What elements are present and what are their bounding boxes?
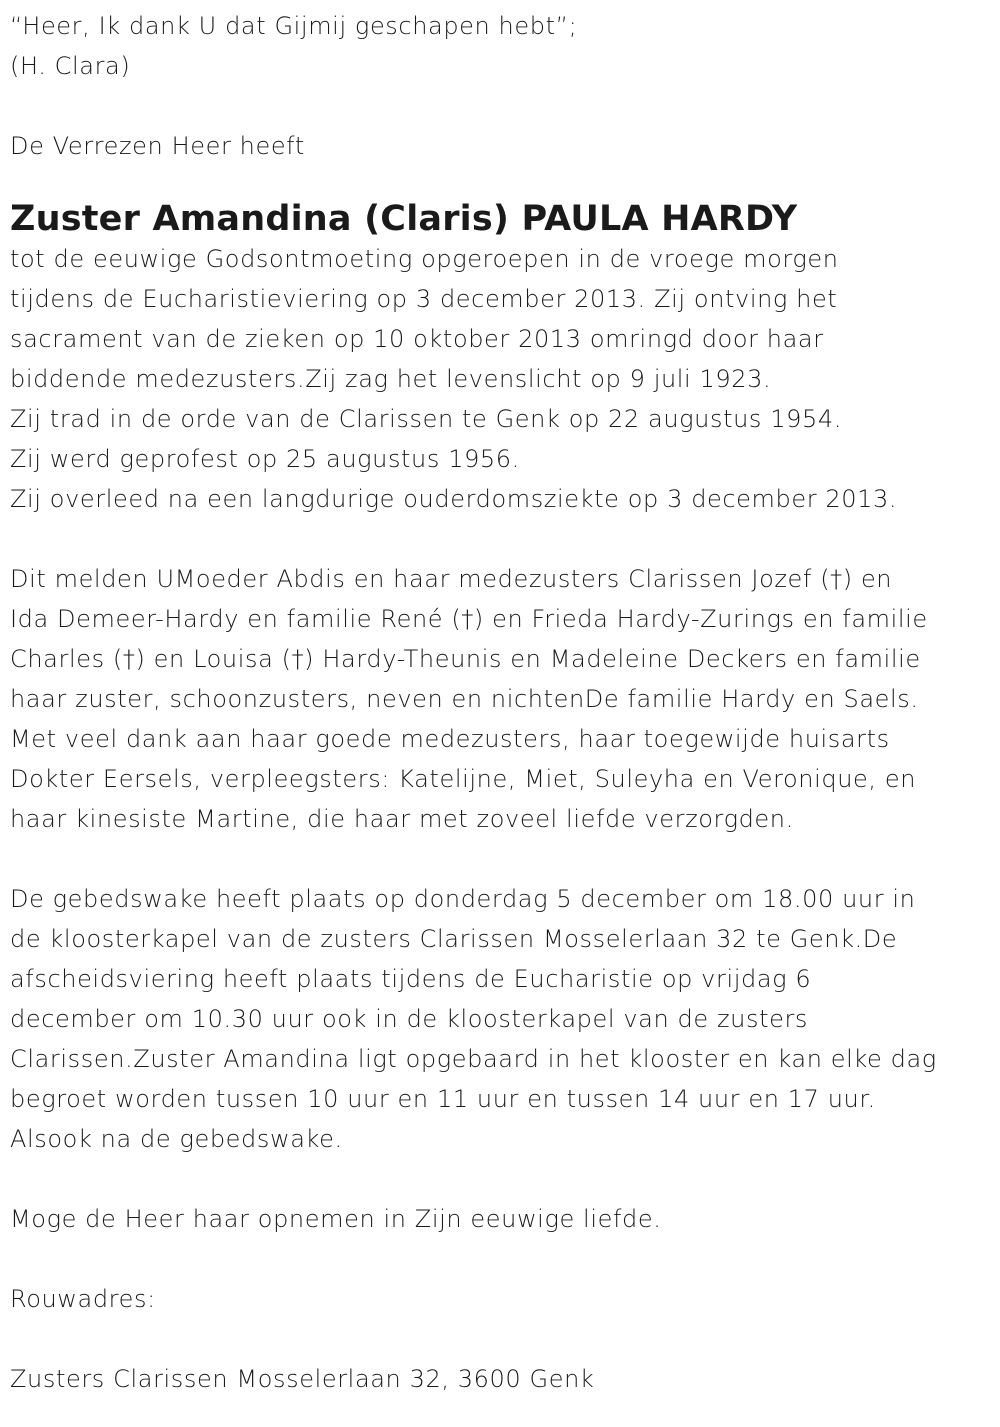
motto-quote: “Heer, Ik dank U dat Gijmij geschapen hebt”;: [10, 12, 578, 40]
motto-author: (H. Clara): [10, 52, 131, 80]
ceremony-line: begroet worden tussen 10 uur en 11 uur en tussen 14 uur en 17 uur.: [10, 1085, 876, 1113]
announcement-line: sacrament van de zieken op 10 oktober 2013 omringd door haar: [10, 325, 824, 353]
ceremony-line: de kloosterkapel van de zusters Clarissen Mosselerlaan 32 te Genk.De: [10, 925, 898, 953]
announcement-line: biddende medezusters.Zij zag het levenslicht op 9 juli 1923.: [10, 365, 772, 393]
announcement-line: Zij werd geprofest op 25 augustus 1956.: [10, 445, 520, 473]
family-line: Met veel dank aan haar goede medezusters, haar toegewijde huisarts: [10, 725, 890, 753]
spacer: [10, 519, 995, 559]
closing-line: Moge de Heer haar opnemen in Zijn eeuwige liefde.: [10, 1205, 662, 1233]
ceremony-line: Clarissen.Zuster Amandina ligt opgebaard in het klooster en kan elke dag: [10, 1045, 937, 1073]
family-line: haar kinesiste Martine, die haar met zoveel liefde verzorgden.: [10, 805, 794, 833]
spacer: [10, 86, 995, 126]
spacer: [10, 166, 995, 199]
intro-line: De Verrezen Heer heeft: [10, 132, 305, 160]
family-paragraph: [10, 559, 995, 839]
announcement-line: Zij overleed na een langdurige ouderdomsziekte op 3 december 2013.: [10, 485, 898, 513]
family-line: Ida Demeer-Hardy en familie René (†) en Frieda Hardy-Zurings en familie: [10, 605, 928, 633]
ceremony-line: De gebedswake heeft plaats op donderdag 5 december om 18.00 uur in: [10, 885, 916, 913]
family-line: Dit melden UMoeder Abdis en haar medezusters Clarissen Jozef (†) en: [10, 565, 893, 593]
family-line: Charles (†) en Louisa (†) Hardy-Theunis en Madeleine Deckers en familie: [10, 645, 921, 673]
deceased-name: Zuster Amandina (Claris) PAULA HARDY: [10, 199, 798, 239]
address-label: Rouwadres:: [10, 1285, 156, 1313]
spacer: [10, 1159, 995, 1199]
announcement-line: tot de eeuwige Godsontmoeting opgeroepen in de vroege morgen: [10, 245, 839, 273]
announcement-paragraph: [10, 239, 995, 519]
spacer: [10, 1319, 995, 1359]
mourning-address: Zusters Clarissen Mosselerlaan 32, 3600 Genk: [10, 1365, 595, 1393]
ceremony-line: Alsook na de gebedswake.: [10, 1125, 343, 1153]
obituary-document: [10, 6, 995, 1399]
spacer: [10, 1239, 995, 1279]
ceremony-line: december om 10.30 uur ook in de kloosterkapel van de zusters: [10, 1005, 809, 1033]
ceremony-line: afscheidsviering heeft plaats tijdens de Eucharistie op vrijdag 6: [10, 965, 812, 993]
announcement-line: Zij trad in de orde van de Clarissen te Genk op 22 augustus 1954.: [10, 405, 842, 433]
family-line: Dokter Eersels, verpleegsters: Katelijne, Miet, Suleyha en Veronique, en: [10, 765, 917, 793]
spacer: [10, 839, 995, 879]
announcement-line: tijdens de Eucharistieviering op 3 december 2013. Zij ontving het: [10, 285, 838, 313]
family-line: haar zuster, schoonzusters, neven en nichtenDe familie Hardy en Saels.: [10, 685, 919, 713]
ceremony-paragraph: [10, 879, 995, 1159]
